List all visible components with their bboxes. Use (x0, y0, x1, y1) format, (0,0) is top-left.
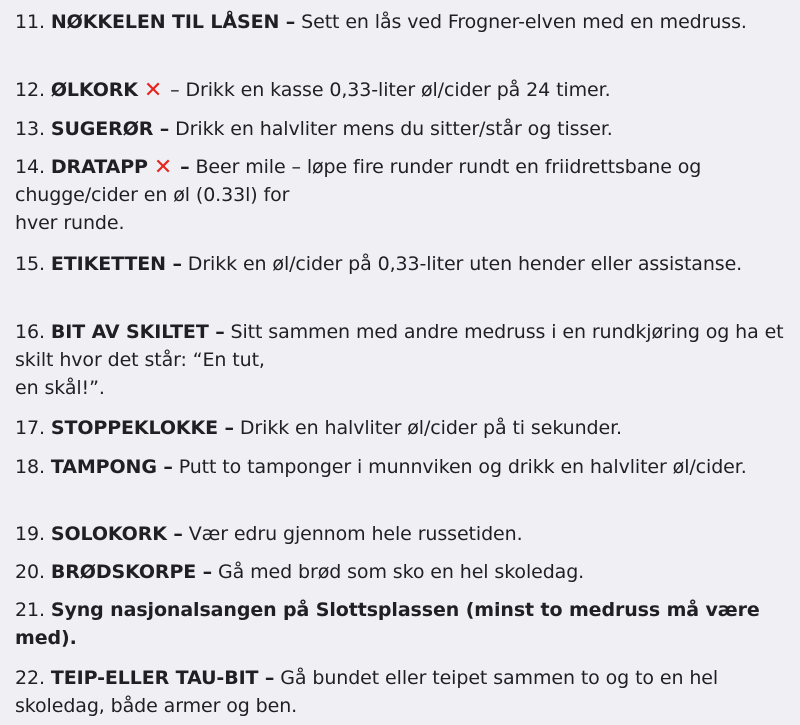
item-number: 22. (15, 667, 45, 689)
list-item-20 (15, 558, 785, 586)
item-title: TAMPONG – (50, 456, 173, 478)
list-item-11 (15, 8, 785, 36)
item-title: ØLKORK (50, 79, 138, 101)
list-item-14 (15, 153, 785, 237)
item-number: 17. (15, 417, 45, 439)
item-text: Gå med brød som sko en hel skoledag. (212, 561, 585, 583)
item-text-continued: hver runde. (15, 212, 125, 234)
item-text: Vær edru gjennom hele russetiden. (182, 523, 523, 545)
item-number: 11. (15, 11, 45, 33)
item-number: 21. (15, 599, 45, 621)
item-text: Gå bundet eller teipet sammen to og to en hel skoledag, både armer og ben. (15, 667, 719, 717)
item-text: Drikk en halvliter øl/cider på ti sekunder. (233, 417, 622, 439)
item-number: 12. (15, 79, 45, 101)
item-number: 16. (15, 321, 45, 343)
list-item-18 (15, 453, 785, 481)
item-number: 15. (15, 253, 45, 275)
item-title: BIT AV SKILTET – (50, 321, 225, 343)
list-item-22 (15, 664, 785, 720)
list-item-17 (15, 414, 785, 442)
item-title: BRØDSKORPE – (50, 561, 213, 583)
item-number: 18. (15, 456, 45, 478)
list-item-12 (15, 76, 785, 104)
list-item-13 (15, 115, 785, 143)
list-item-19 (15, 520, 785, 548)
item-title-dash: – (180, 156, 190, 178)
item-text: – Drikk en kasse 0,33-liter øl/cider på 24 timer. (164, 79, 611, 101)
item-number: 13. (15, 118, 45, 140)
item-title: Syng nasjonalsangen på Slottsplassen (minst to medruss må være med). (15, 599, 760, 649)
item-title: SUGERØR – (50, 118, 170, 140)
list-item-15 (15, 250, 785, 278)
cross-mark-icon: ✕ (143, 78, 163, 103)
item-title: SOLOKORK – (50, 523, 183, 545)
item-title: STOPPEKLOKKE – (50, 417, 234, 439)
item-title: TEIP-ELLER TAU-BIT – (50, 667, 275, 689)
item-title: ETIKETTEN – (50, 253, 182, 275)
item-text: Beer mile – løpe fire runder rundt en friidrettsbane og chugge/cider en øl (0.33l) for (15, 156, 702, 206)
item-title: DRATAPP (50, 156, 148, 178)
item-text-continued: en skål!”. (15, 377, 105, 399)
item-number: 20. (15, 561, 45, 583)
item-title: NØKKELEN TIL LÅSEN – (50, 11, 296, 33)
list-item-16 (15, 318, 785, 402)
item-text: Drikk en øl/cider på 0,33-liter uten hender eller assistanse. (181, 253, 743, 275)
item-text: Drikk en halvliter mens du sitter/står og tisser. (169, 118, 613, 140)
item-number: 14. (15, 156, 45, 178)
item-number: 19. (15, 523, 45, 545)
item-text: Putt to tamponger i munnviken og drikk en halvliter øl/cider. (172, 456, 747, 478)
list-item-21 (15, 596, 785, 652)
cross-mark-icon: ✕ (153, 155, 173, 180)
item-text: Sitt sammen med andre medruss i en rundkjøring og ha et skilt hvor det står: “En tut, (15, 321, 784, 371)
item-text: Sett en lås ved Frogner-elven med en medruss. (295, 11, 747, 33)
